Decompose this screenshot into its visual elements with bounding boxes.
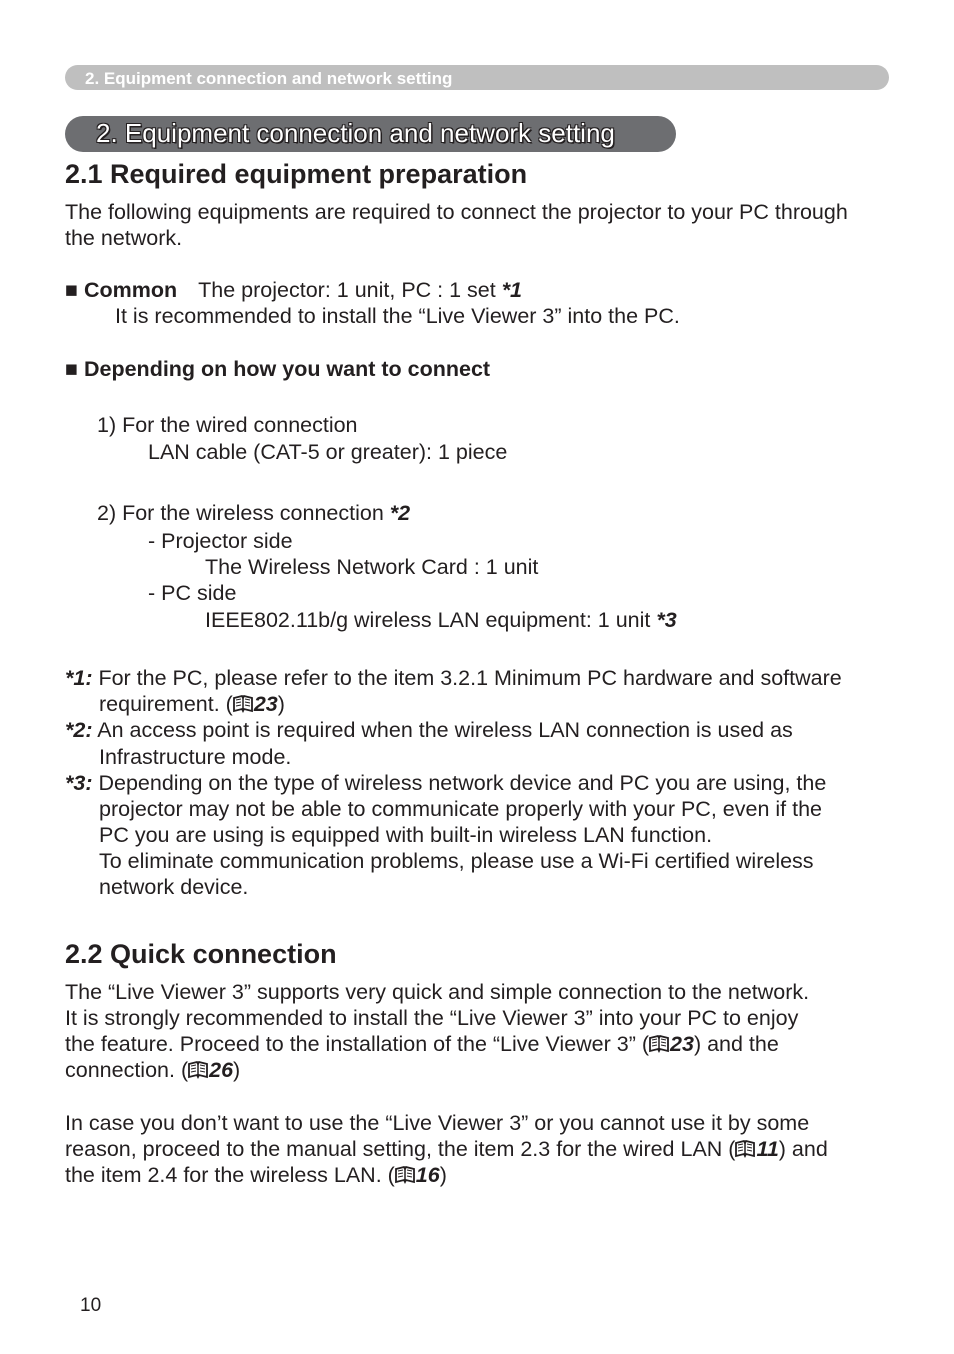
- footnote-3-line-2: projector may not be able to communicate properly with your PC, even if the: [99, 797, 822, 821]
- page-number: 10: [80, 1295, 102, 1316]
- reference-page: 26: [209, 1058, 234, 1082]
- wired-title: 1) For the wired connection: [97, 413, 358, 437]
- footnote-3-line-3: PC you are using is equipped with built-in wireless LAN function.: [99, 823, 713, 847]
- footnote-3-mark: *3:: [65, 771, 93, 795]
- pc-side: - PC side: [148, 581, 237, 605]
- projector-side: - Projector side: [148, 529, 293, 553]
- footnote-3-line-5: network device.: [99, 875, 249, 899]
- footnote-3-line-1: [65, 770, 826, 796]
- reference-page: 16: [415, 1163, 440, 1187]
- quick-p2-line-2: [65, 1136, 828, 1162]
- projector-item: The Wireless Network Card : 1 unit: [205, 555, 539, 579]
- quick-p1-line-4: [65, 1057, 240, 1083]
- common-label: Common: [83, 278, 178, 302]
- wireless-note: *2: [389, 501, 411, 525]
- book-icon: [395, 1166, 415, 1184]
- book-icon: [649, 1035, 669, 1053]
- footnote-1-text-2: requirement. (: [99, 692, 233, 716]
- quick-p1-line-3: [65, 1031, 779, 1057]
- footnote-1-mark: *1:: [65, 666, 93, 690]
- common-line: [65, 277, 522, 303]
- footnote-1-text: For the PC, please refer to the item 3.2.1 Minimum PC hardware and software: [92, 666, 842, 690]
- section-heading-2-1: 2.1 Required equipment preparation: [65, 159, 528, 189]
- quick-p2-line-3-end: ): [439, 1163, 447, 1187]
- quick-p2-line-1: In case you don’t want to use the “Live Viewer 3” or you cannot use it by some: [65, 1111, 810, 1135]
- book-icon: [188, 1061, 208, 1079]
- footnote-1-close: ): [277, 692, 285, 716]
- quick-p1-line-4-text: connection. (: [65, 1058, 189, 1082]
- reference-link[interactable]: [188, 1058, 233, 1082]
- reference-link[interactable]: [395, 1163, 440, 1187]
- footnote-3-text: Depending on the type of wireless network device and PC you are using, the: [92, 771, 827, 795]
- footnote-3-line-4: To eliminate communication problems, please use a Wi-Fi certified wireless: [99, 849, 814, 873]
- footnote-2-text: An access point is required when the wireless LAN connection is used as: [92, 718, 793, 742]
- chapter-title-bar: [65, 116, 676, 152]
- section-heading-2-2: 2.2 Quick connection: [65, 939, 337, 969]
- book-icon: [233, 695, 253, 713]
- footnote-1-line-1: [65, 665, 842, 691]
- quick-p1-line-3-text: the feature. Proceed to the installation of the “Live Viewer 3” (: [65, 1032, 650, 1056]
- footnote-2-mark: *2:: [65, 718, 93, 742]
- reference-link[interactable]: [735, 1137, 778, 1161]
- quick-p1-line-4-end: ): [233, 1058, 241, 1082]
- reference-link[interactable]: [233, 692, 278, 716]
- footnote-2-line-1: [65, 717, 793, 743]
- depending-label: Depending on how you want to connect: [83, 357, 491, 381]
- running-header-bar: [65, 65, 889, 90]
- footnote-2-line-2: Infrastructure mode.: [99, 745, 292, 769]
- wireless-title-text: 2) For the wireless connection: [97, 501, 390, 525]
- reference-link[interactable]: [649, 1032, 694, 1056]
- reference-page: 11: [756, 1137, 779, 1161]
- quick-p2-line-2-end: ) and: [778, 1137, 828, 1161]
- quick-p1-line-2: It is strongly recommended to install the “Live Viewer 3” into your PC to enjoy: [65, 1006, 799, 1030]
- quick-p1-line-3-end: ) and the: [693, 1032, 779, 1056]
- wireless-title: [97, 500, 410, 526]
- quick-p2-line-3: [65, 1162, 447, 1188]
- reference-page: 23: [670, 1032, 694, 1056]
- common-line-2: It is recommended to install the “Live Viewer 3” into the PC.: [115, 304, 680, 328]
- intro-line-2: the network.: [65, 226, 183, 250]
- footnote-1-line-2: [99, 691, 285, 717]
- intro-line-1: The following equipments are required to connect the projector to your PC through: [65, 200, 848, 224]
- depending-bullet: ■: [65, 357, 78, 381]
- quick-p1-line-1: The “Live Viewer 3” supports very quick and simple connection to the network.: [65, 980, 810, 1004]
- common-text: The projector: 1 unit, PC : 1 set: [198, 278, 502, 302]
- wired-item: LAN cable (CAT-5 or greater): 1 piece: [148, 440, 508, 464]
- pc-item-text: IEEE802.11b/g wireless LAN equipment: 1 unit: [205, 608, 657, 632]
- book-icon: [735, 1140, 755, 1158]
- pc-item-note: *3: [656, 608, 677, 632]
- quick-p2-line-2-text: reason, proceed to the manual setting, the item 2.3 for the wired LAN (: [65, 1137, 736, 1161]
- depending-line: [65, 356, 490, 382]
- quick-p2-line-3-text: the item 2.4 for the wireless LAN. (: [65, 1163, 395, 1187]
- running-header-title: 2. Equipment connection and network setting: [85, 69, 453, 88]
- common-note: *1: [501, 278, 523, 302]
- reference-page: 23: [253, 692, 278, 716]
- common-bullet: ■: [65, 278, 78, 302]
- chapter-title: 2. Equipment connection and network setting: [96, 118, 615, 148]
- pc-item: [205, 607, 677, 633]
